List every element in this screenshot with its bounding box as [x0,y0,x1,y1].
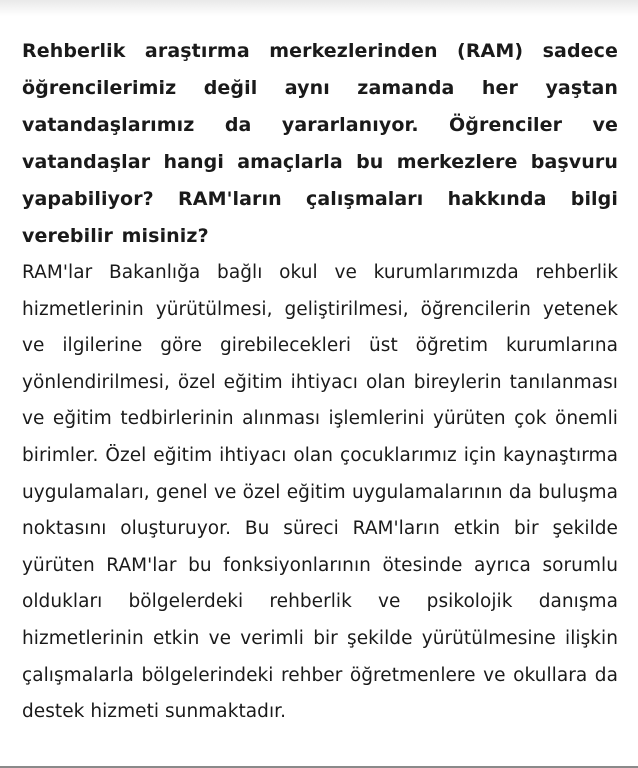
top-shadow [0,0,638,16]
article-body [22,33,618,731]
interview-answer: RAM'lar Bakanlığa bağlı okul ve kurumlarımızda rehberlik hizmetlerinin yürütülmesi, geliştirilmesi, öğrencilerin yetenek ve ilgilerine göre girebilecekleri üst öğretim kurumlarına yönlendirilmesi, özel eğitim ihtiyacı olan bireylerin tanılanması ve eğitim tedbirlerinin alınması işlemlerini yürüten çok önemli birimler. Özel eğitim ihtiyacı olan çocuklarımız için kaynaştırma uygulamaları, genel ve özel eğitim uygulamalarının da buluşma noktasını oluşturuyor. Bu süreci RAM'ların etkin bir şekilde yürüten RAM'lar bu fonksiyonlarının ötesinde ayrıca sorumlu oldukları bölgelerdeki rehberlik ve psikolojik danışma hizmetlerinin etkin ve verimli bir şekilde yürütülmesine ilişkin çalışmalarla bölgelerindeki rehber öğretmenlere ve okullara da destek hizmeti sunmaktadır. [22,262,618,723]
interview-question: Rehberlik araştırma merkezlerinden (RAM) sadece öğrencilerimiz değil aynı zamanda her yaştan vatandaşlarımız da yararlanıyor. Öğrenciler ve vatandaşlar hangi amaçlarla bu merkezlere başvuru yapabiliyor? RAM'ların çalışmaları hakkında bilgi verebilir misiniz? [22,40,618,247]
